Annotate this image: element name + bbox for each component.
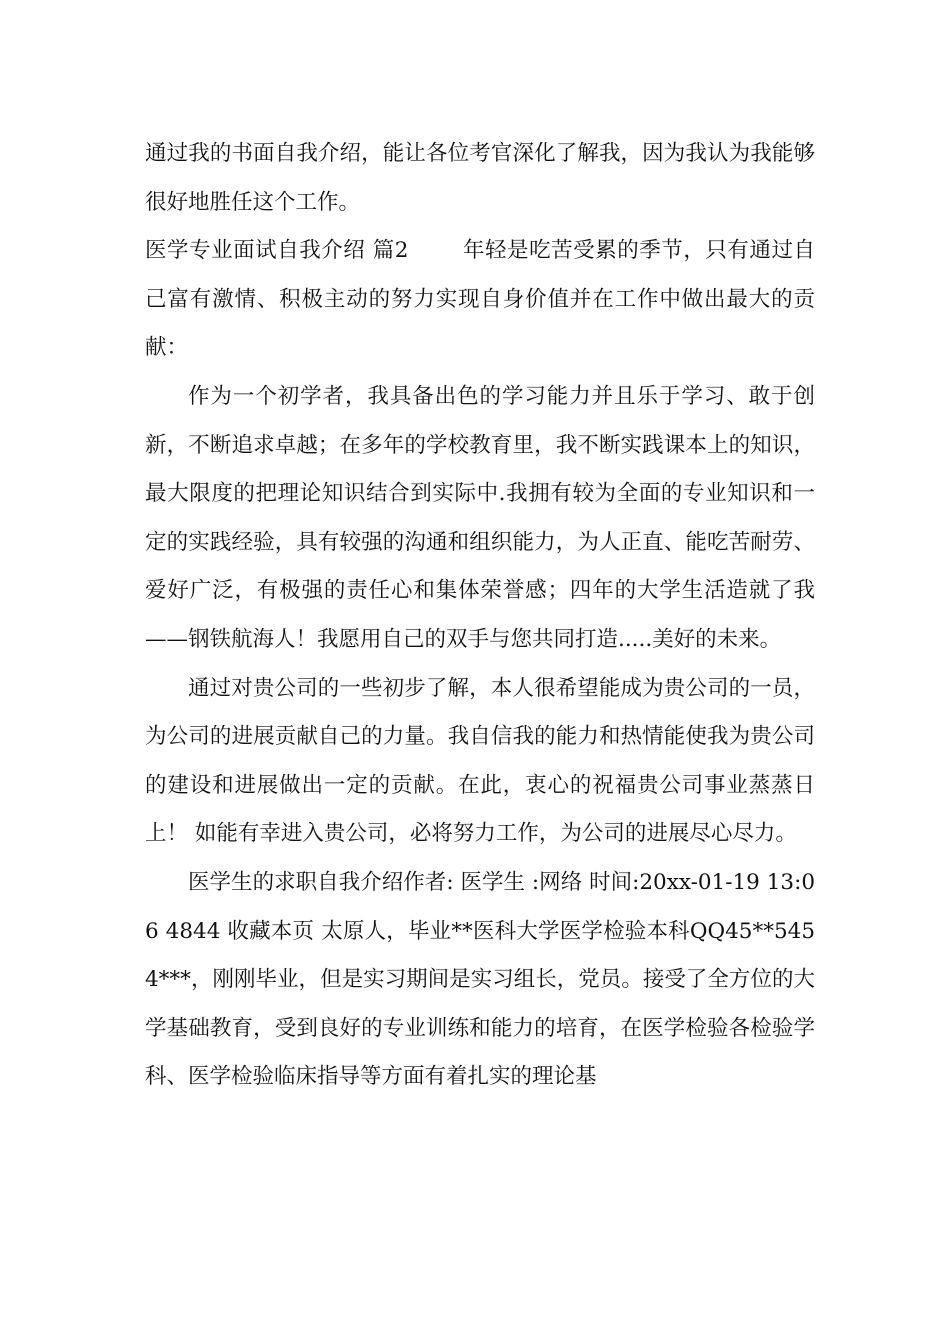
paragraph-text: 通过我的书面自我介绍，能让各位考官深化了解我，因为我认为我能够很好地胜任这个工作。 xyxy=(145,141,815,215)
paragraph-beginner xyxy=(145,373,815,665)
paragraph-text: 作为一个初学者，我具备出色的学习能力并且乐于学习、敢于创新，不断追求卓越；在多年的学校教育里，我不断实践课本上的知识，最大限度的把理论知识结合到实际中.我拥有较为全面的专业知识和一定的实践经验，具有较强的沟通和组织能力，为人正直、能吃苦耐劳、爱好广泛，有极强的责任心和集体荣誉感；四年的大学生活造就了我——钢铁航海人！我愿用自己的双手与您共同打造.....美好的未来。 xyxy=(145,383,815,652)
paragraph-intro-ending xyxy=(145,130,815,227)
paragraph-section-2 xyxy=(145,227,815,373)
paragraph-text: 医学生的求职自我介绍作者: 医学生 :网络 时间:20xx-01-19 13:06 4844 收藏本页 太原人，毕业**医科大学医学检验本科QQ45**5454***，刚刚毕业，但是实习期间是实习组长，党员。接受了全方位的大学基础教育，受到良好的专业训练和能力的培育，在医学检验各检验学科、医学检验临床指导等方面有着扎实的理论基 xyxy=(145,869,815,1090)
paragraph-company xyxy=(145,665,815,859)
document-body xyxy=(145,130,815,1102)
paragraph-text: 年轻是吃苦受累的季节，只有通过自己富有激情、积极主动的努力实现自身价值并在工作中做出最大的贡献： xyxy=(145,238,815,361)
section-heading: 医学专业面试自我介绍 篇2 xyxy=(145,238,409,264)
paragraph-medical-student xyxy=(145,859,815,1102)
paragraph-text: 通过对贵公司的一些初步了解，本人很希望能成为贵公司的一员，为公司的进展贡献自己的力量。我自信我的能力和热情能使我为贵公司的建设和进展做出一定的贡献。在此，衷心的祝福贵公司事业蒸蒸日上！ 如能有幸进入贵公司，必将努力工作，为公司的进展尽心尽力。 xyxy=(145,675,815,847)
